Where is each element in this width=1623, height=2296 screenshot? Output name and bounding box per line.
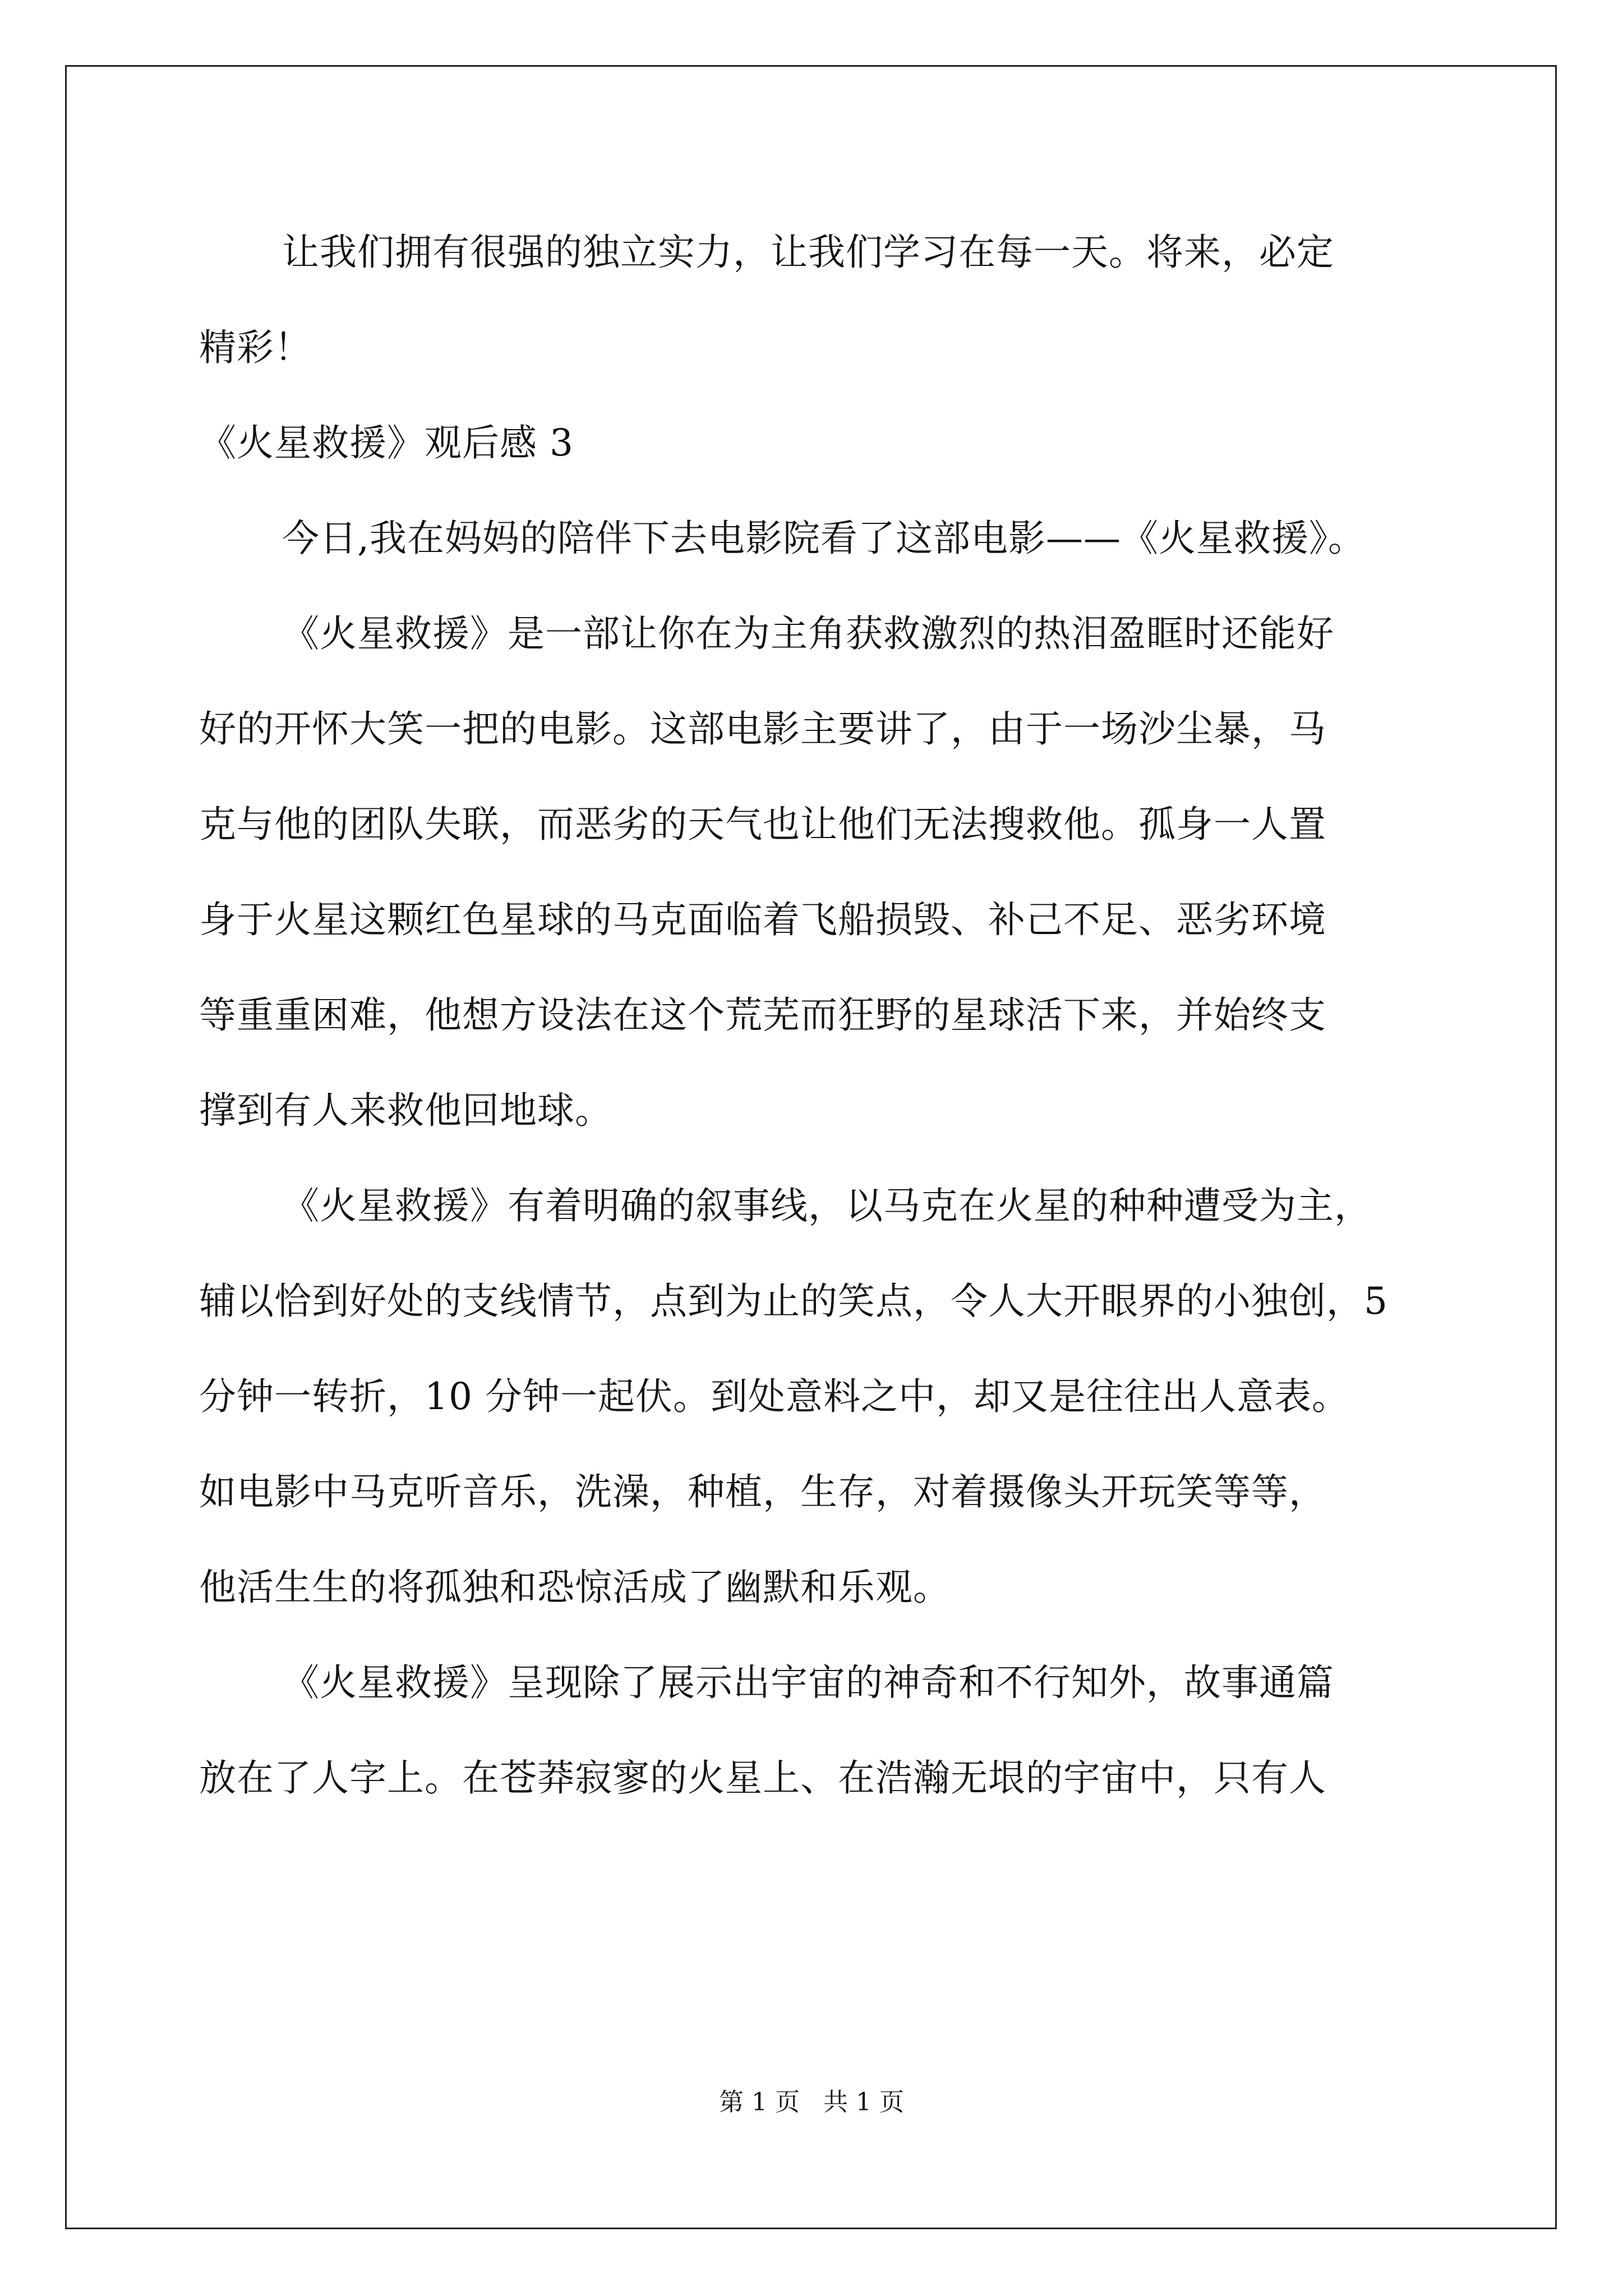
document-body: [199, 210, 1517, 1832]
paragraph-line: 身于火星这颗红色星球的马克面临着飞船损毁、补己不足、恶劣环境: [199, 898, 1326, 941]
page-number-footer: 第 1 页 共 1 页: [719, 2088, 904, 2116]
section-heading: 《火星救援》观后感 3: [199, 421, 574, 464]
paragraph-line: 等重重困难，他想方设法在这个荒芜而狂野的星球活下来，并始终支: [199, 993, 1326, 1037]
paragraph-line: 《火星救援》有着明确的叙事线，以马克在火星的种种遭受为主，: [282, 1184, 1372, 1227]
paragraph-line: 精彩！: [199, 326, 312, 369]
paragraph-line: 《火星救援》呈现除了展示出宇宙的神奇和不行知外，故事通篇: [282, 1661, 1334, 1704]
paragraph-line: 好的开怀大笑一把的电影。这部电影主要讲了，由于一场沙尘暴，马: [199, 707, 1326, 751]
paragraph-line: 如电影中马克听音乐，洗澡，种植，生存，对着摄像头开玩笑等等，: [199, 1470, 1326, 1513]
paragraph-line: 他活生生的将孤独和恐惊活成了幽默和乐观。: [199, 1566, 951, 1609]
paragraph-line: 克与他的团队失联，而恶劣的天气也让他们无法搜救他。孤身一人置: [199, 803, 1326, 846]
paragraph-line: 让我们拥有很强的独立实力，让我们学习在每一天。将来，必定: [282, 231, 1334, 274]
paragraph-line: 辅以恰到好处的支线情节，点到为止的笑点，令人大开眼界的小独创，5: [199, 1280, 1388, 1323]
paragraph-line: 撑到有人来救他回地球。: [199, 1089, 612, 1132]
paragraph-line: 放在了人字上。在苍莽寂寥的火星上、在浩瀚无垠的宇宙中，只有人: [199, 1756, 1326, 1800]
paragraph-line: 分钟一转折，10 分钟一起伏。到处意料之中，却又是往往出人意表。: [199, 1375, 1349, 1418]
paragraph-line: 今日,我在妈妈的陪伴下去电影院看了这部电影——《火星救援》。: [282, 517, 1366, 560]
paragraph-line: 《火星救援》是一部让你在为主角获救激烈的热泪盈眶时还能好: [282, 612, 1334, 655]
